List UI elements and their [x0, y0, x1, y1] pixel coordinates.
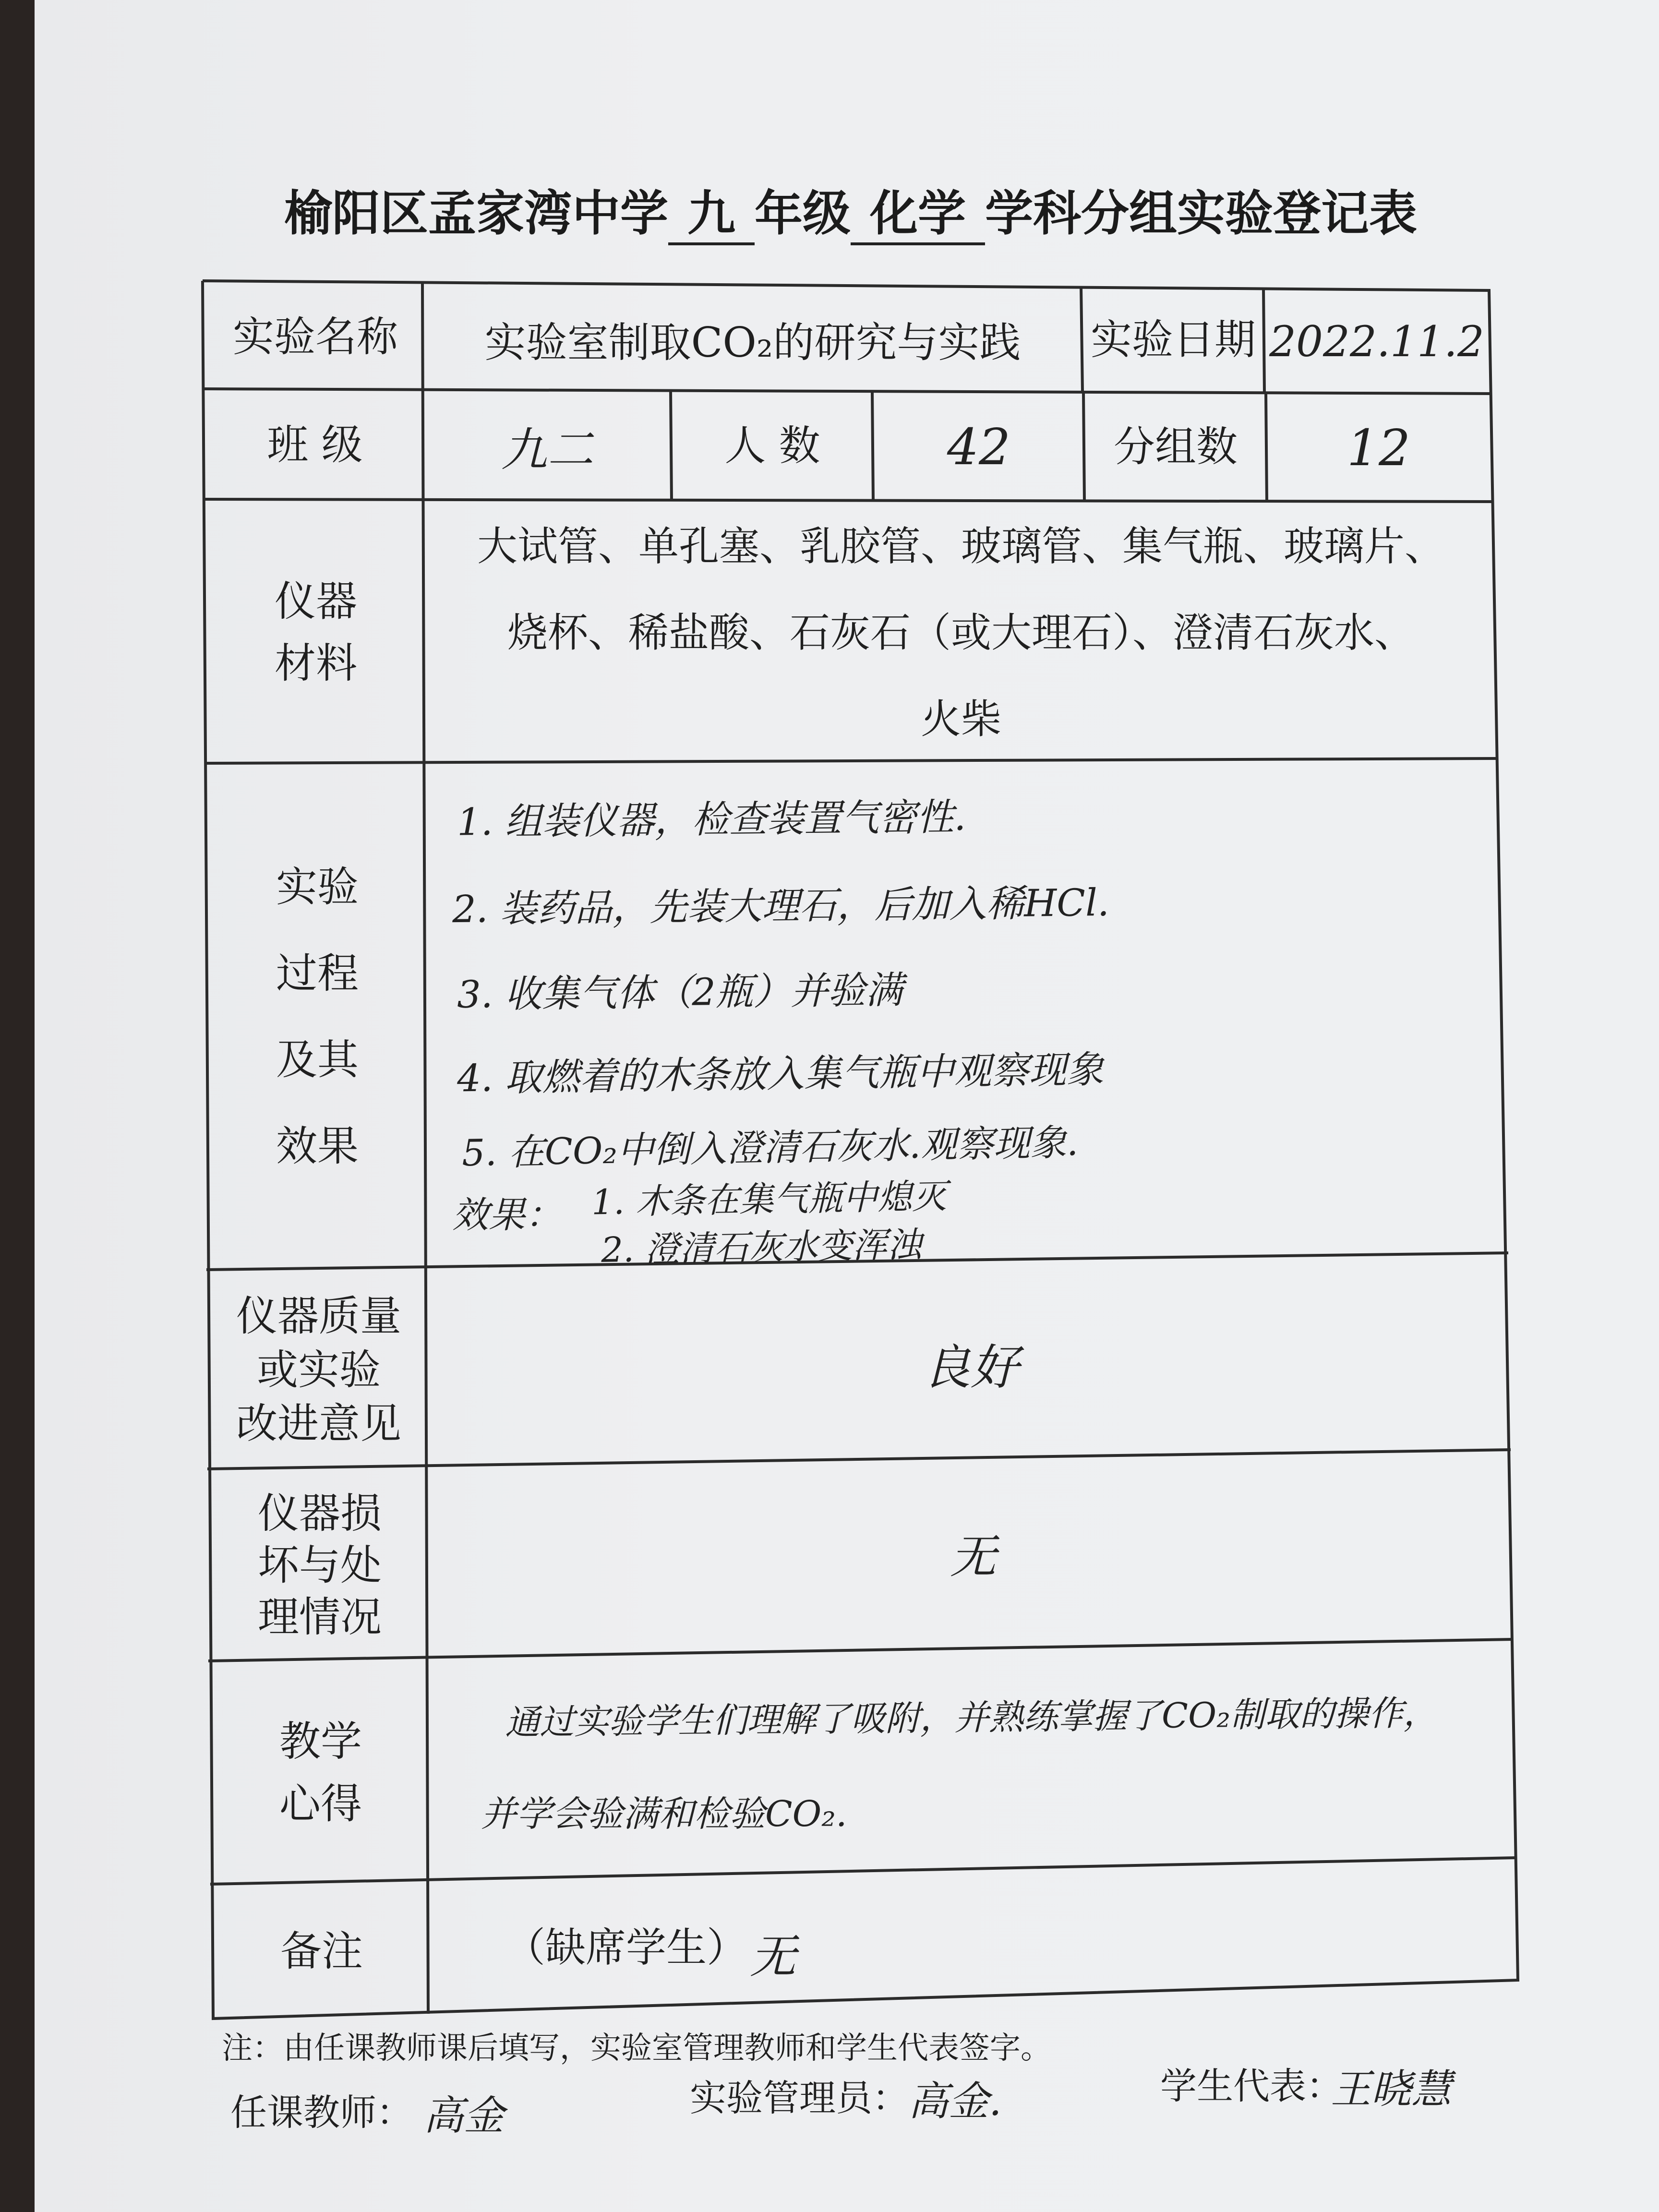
process-label-line2: 过程	[276, 949, 359, 998]
reflection-label	[213, 1663, 428, 1882]
process-step-3: 3. 收集气体（2瓶）并验满	[457, 969, 903, 1017]
process-label	[210, 766, 424, 1267]
process-step-2: 2. 装药品，先装大理石，后加入稀HCl.	[452, 881, 1110, 932]
experiment-date-value: 2022.11.2	[1269, 316, 1484, 366]
process-label-line4: 效果	[276, 1122, 359, 1170]
admin-signature: 高金.	[908, 2078, 1002, 2125]
student-rep-label: 学生代表：	[1160, 2065, 1343, 2107]
reflection-line2: 并学会验满和检验CO₂.	[481, 1793, 847, 1835]
group-count-label: 分组数	[1114, 422, 1238, 471]
admin-label: 实验管理员：	[690, 2077, 909, 2119]
materials-line1: 大试管、单孔塞、乳胶管、玻璃管、集气瓶、玻璃片、	[477, 522, 1445, 570]
student-rep-signature: 王晓慧	[1331, 2066, 1452, 2113]
class-label: 班 级	[267, 421, 363, 469]
teacher-label: 任课教师：	[230, 2091, 413, 2134]
reflection-label-line1: 教学	[279, 1717, 362, 1766]
school-name: 榆阳区孟家湾中学	[284, 185, 668, 241]
damage-value: 无	[950, 1529, 996, 1584]
materials-line3: 火柴	[920, 695, 1001, 743]
grade-label: 年级	[755, 185, 851, 241]
materials-label	[208, 502, 423, 763]
subject-label: 学科分组实验登记表	[985, 185, 1417, 241]
class-value: 九二	[501, 422, 593, 477]
damage-label-line1: 仪器损	[258, 1490, 382, 1538]
process-step-4: 4. 取燃着的木条放入集气瓶中观察现象	[457, 1048, 1104, 1101]
paper-sheet	[35, 0, 1659, 2212]
subject-value: 化学	[851, 185, 985, 245]
quality-label-line3: 改进意见	[236, 1400, 401, 1448]
teacher-signature: 高金	[423, 2092, 505, 2139]
grade-value: 九	[668, 185, 755, 245]
effect-1: 1. 木条在集气瓶中熄灭	[591, 1176, 947, 1223]
experiment-name-label: 实验名称	[233, 313, 398, 361]
materials-label-line2: 材料	[275, 639, 357, 687]
quality-label-line1: 仪器质量	[236, 1292, 401, 1340]
materials-label-line1: 仪器	[275, 577, 357, 625]
quality-value: 良好	[923, 1339, 1019, 1395]
remarks-prefix: （缺席学生）	[505, 1924, 747, 1971]
group-count-value: 12	[1346, 419, 1411, 477]
process-step-5: 5. 在CO₂中倒入澄清石灰水.观察现象.	[461, 1120, 1079, 1175]
damage-label	[212, 1471, 427, 1659]
quality-label-line2: 或实验	[257, 1346, 381, 1394]
effect-2: 2. 澄清石灰水变浑浊	[601, 1224, 922, 1270]
materials-line2: 烧杯、稀盐酸、石灰石（或大理石）、澄清石灰水、	[507, 609, 1415, 656]
quality-label	[211, 1272, 426, 1468]
student-count-label: 人 数	[724, 421, 820, 470]
remarks-value: 无	[750, 1930, 796, 1984]
experiment-date-label: 实验日期	[1091, 315, 1256, 364]
reflection-label-line2: 心得	[279, 1779, 362, 1828]
remarks-label: 备注	[280, 1927, 363, 1975]
process-label-line1: 实验	[276, 863, 359, 911]
experiment-name-value: 实验室制取CO₂的研究与实践	[484, 319, 1021, 367]
materials-list	[428, 504, 1494, 761]
footer-note: 注：由任课教师课后填写，实验室管理教师和学生代表签字。	[222, 2031, 1051, 2066]
student-count-value: 42	[947, 418, 1011, 476]
effect-label: 效果：	[452, 1193, 562, 1236]
damage-label-line3: 理情况	[258, 1593, 382, 1641]
reflection-line1: 通过实验学生们理解了吸附，并熟练掌握了CO₂制取的操作，	[505, 1692, 1438, 1743]
process-step-1: 1. 组装仪器，检查装置气密性.	[457, 795, 966, 844]
process-label-line3: 及其	[276, 1035, 359, 1084]
damage-label-line2: 坏与处	[258, 1541, 382, 1589]
